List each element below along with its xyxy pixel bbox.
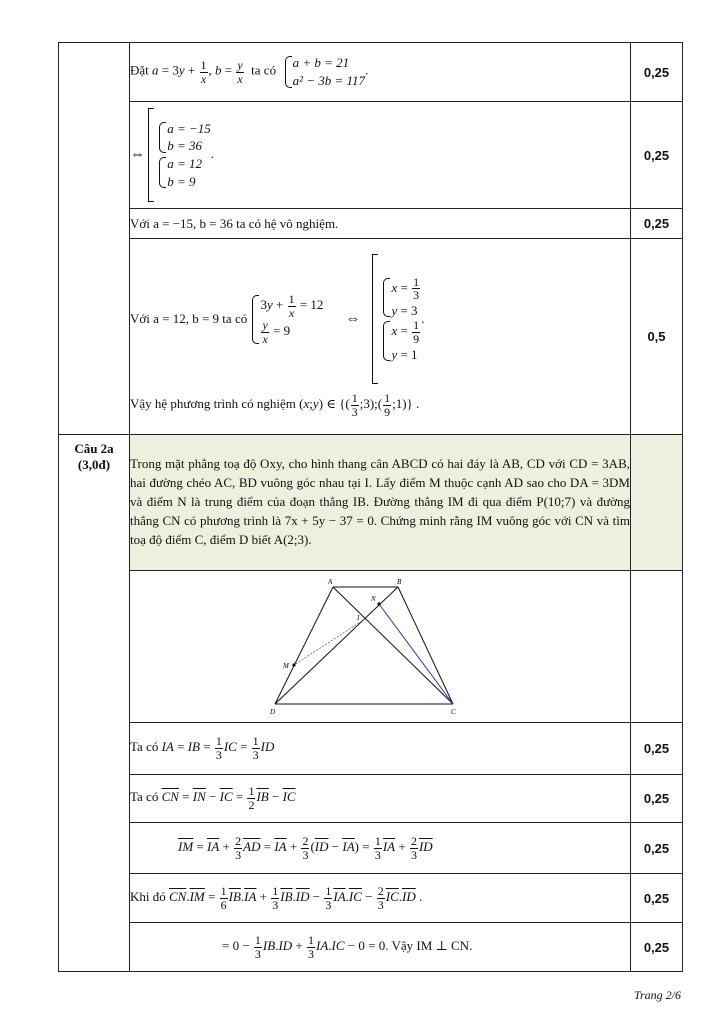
content-cell: Với a = 12, b = 9 ta có 3y + $\frac{1}{x}$ = 12 $\frac{y}{x}$ = 9 ⇔ x = $\frac{1}{3}$ y = 3 x = $\frac{1}{9}$ y = 1 . Vậy hệ phương trình có nghiệm (x;y) ∈ {( $\frac{1}{3}$ ;3);( $\frac{1}{9}$ ;1)} . bbox=[130, 239, 631, 435]
equation-system: a = −15 b = 36 bbox=[157, 120, 211, 155]
label-a: A bbox=[328, 577, 333, 586]
score-cell-empty bbox=[631, 571, 683, 723]
score-cell: 0,25 bbox=[631, 874, 683, 923]
label-n: N bbox=[371, 594, 376, 603]
table-row bbox=[59, 775, 683, 823]
label-d: D bbox=[270, 707, 276, 716]
table-row bbox=[59, 239, 683, 435]
equation-system: a = 12 b = 9 bbox=[157, 155, 211, 190]
segment-cn bbox=[379, 604, 453, 704]
trapezoid-diagram bbox=[270, 577, 490, 717]
table-row bbox=[59, 435, 683, 571]
score-cell-empty bbox=[631, 435, 683, 571]
equation-system: x = $\frac{1}{3}$ y = 3 bbox=[381, 276, 421, 320]
table-row bbox=[59, 43, 683, 102]
problem-statement: Trong mặt phẳng toạ độ Oxy, cho hình thang cân ABCD có hai đáy là AB, CD với CD = 3AB, hai đường chéo AC, BD vuông góc nhau tại I. Lấy điểm M thuộc cạnh AD sao cho DA = 3DM và điểm N là trung điểm của đoạn thẳng IB. Đường thẳng IM đi qua điểm P(10;7) và đường thẳng CN có phương trình là 7x + 5y − 37 = 0. Chứng minh rằng IM vuông góc với CN và tìm toạ độ điểm C, điểm D biết A(2;3). bbox=[130, 435, 631, 571]
page-number: Trang 2/6 bbox=[633, 988, 681, 1002]
label-b: B bbox=[397, 577, 402, 586]
score-cell: 0,25 bbox=[631, 775, 683, 823]
equation-system: 3y + $\frac{1}{x}$ = 12 $\frac{y}{x}$ = 9 bbox=[250, 293, 323, 345]
solution-table bbox=[58, 42, 683, 972]
edge-bc bbox=[398, 587, 453, 704]
score-cell: 0,25 bbox=[631, 43, 683, 102]
table-row bbox=[59, 823, 683, 874]
content-cell: Đặt a = 3y + $\frac{1}{x}$ , b = $\frac{y}{x}$ ta có a + b = 21 a² − 3b = 117 . bbox=[130, 43, 631, 102]
score-cell: 0,25 bbox=[631, 102, 683, 209]
question-label-cell: Câu 2a (3,0đ) bbox=[59, 435, 130, 972]
point-n bbox=[377, 602, 380, 605]
table-row bbox=[59, 102, 683, 209]
content-cell: $\overline{IM} = \overline{IA}$ + $\frac{2}{3}$ $\overline{AD} = \overline{IA}$ + $\frac{2}{3}$ $(\overline{ID} - \overline{IA})$ = $\frac{1}{3}$ $\overline{IA}$ + $\frac{2}{3}$ $\overline{ID}$ bbox=[130, 823, 631, 874]
content-cell: = 0 − $\frac{1}{3}$ IB.ID + $\frac{1}{3}$ IA.IC − 0 = 0. Vậy IM ⊥ CN. bbox=[130, 923, 631, 972]
diagonal-ac bbox=[333, 587, 453, 704]
score-cell: 0,5 bbox=[631, 239, 683, 435]
diagram-cell bbox=[130, 571, 631, 723]
equation-system: a + b = 21 a² − 3b = 117 bbox=[283, 54, 365, 89]
score-cell: 0,25 bbox=[631, 723, 683, 775]
table-row bbox=[59, 571, 683, 723]
label-c: C bbox=[451, 707, 456, 716]
score-cell: 0,25 bbox=[631, 923, 683, 972]
label-m: M bbox=[283, 661, 289, 670]
content-cell: Ta có IA = IB = $\frac{1}{3}$ IC = $\frac{1}{3}$ ID bbox=[130, 723, 631, 775]
segment-im bbox=[294, 619, 365, 665]
point-m bbox=[292, 663, 295, 666]
table-row bbox=[59, 723, 683, 775]
equation-system: x = $\frac{1}{9}$ y = 1 bbox=[381, 319, 421, 363]
label-i: I bbox=[357, 613, 360, 622]
question-cell-empty bbox=[59, 43, 130, 435]
content-cell: ⇔ a = −15 b = 36 a = 12 b = 9 . bbox=[130, 102, 631, 209]
content-cell: Khi đó $\overline{CN}.\overline{IM}$ = $\frac{1}{6}$ $\overline{IB}.\overline{IA}$ + $\frac{1}{3}$ $\overline{IB}.\overline{ID}$ − $\frac{1}{3}$ $\overline{IA}.\overline{IC}$ − $\frac{2}{3}$ $\overline{IC}.\overline{ID}$ . bbox=[130, 874, 631, 923]
content-cell: Ta có $\overline{CN} = \overline{IN} - \overline{IC}$ = $\frac{1}{2}$ $\overline{IB} - \overline{IC}$ bbox=[130, 775, 631, 823]
content-cell: Với a = −15, b = 36 ta có hệ vô nghiệm. bbox=[130, 209, 631, 239]
table-row bbox=[59, 209, 683, 239]
table-row bbox=[59, 923, 683, 972]
edge-ad bbox=[275, 587, 333, 704]
score-cell: 0,25 bbox=[631, 823, 683, 874]
table-row bbox=[59, 874, 683, 923]
score-cell: 0,25 bbox=[631, 209, 683, 239]
